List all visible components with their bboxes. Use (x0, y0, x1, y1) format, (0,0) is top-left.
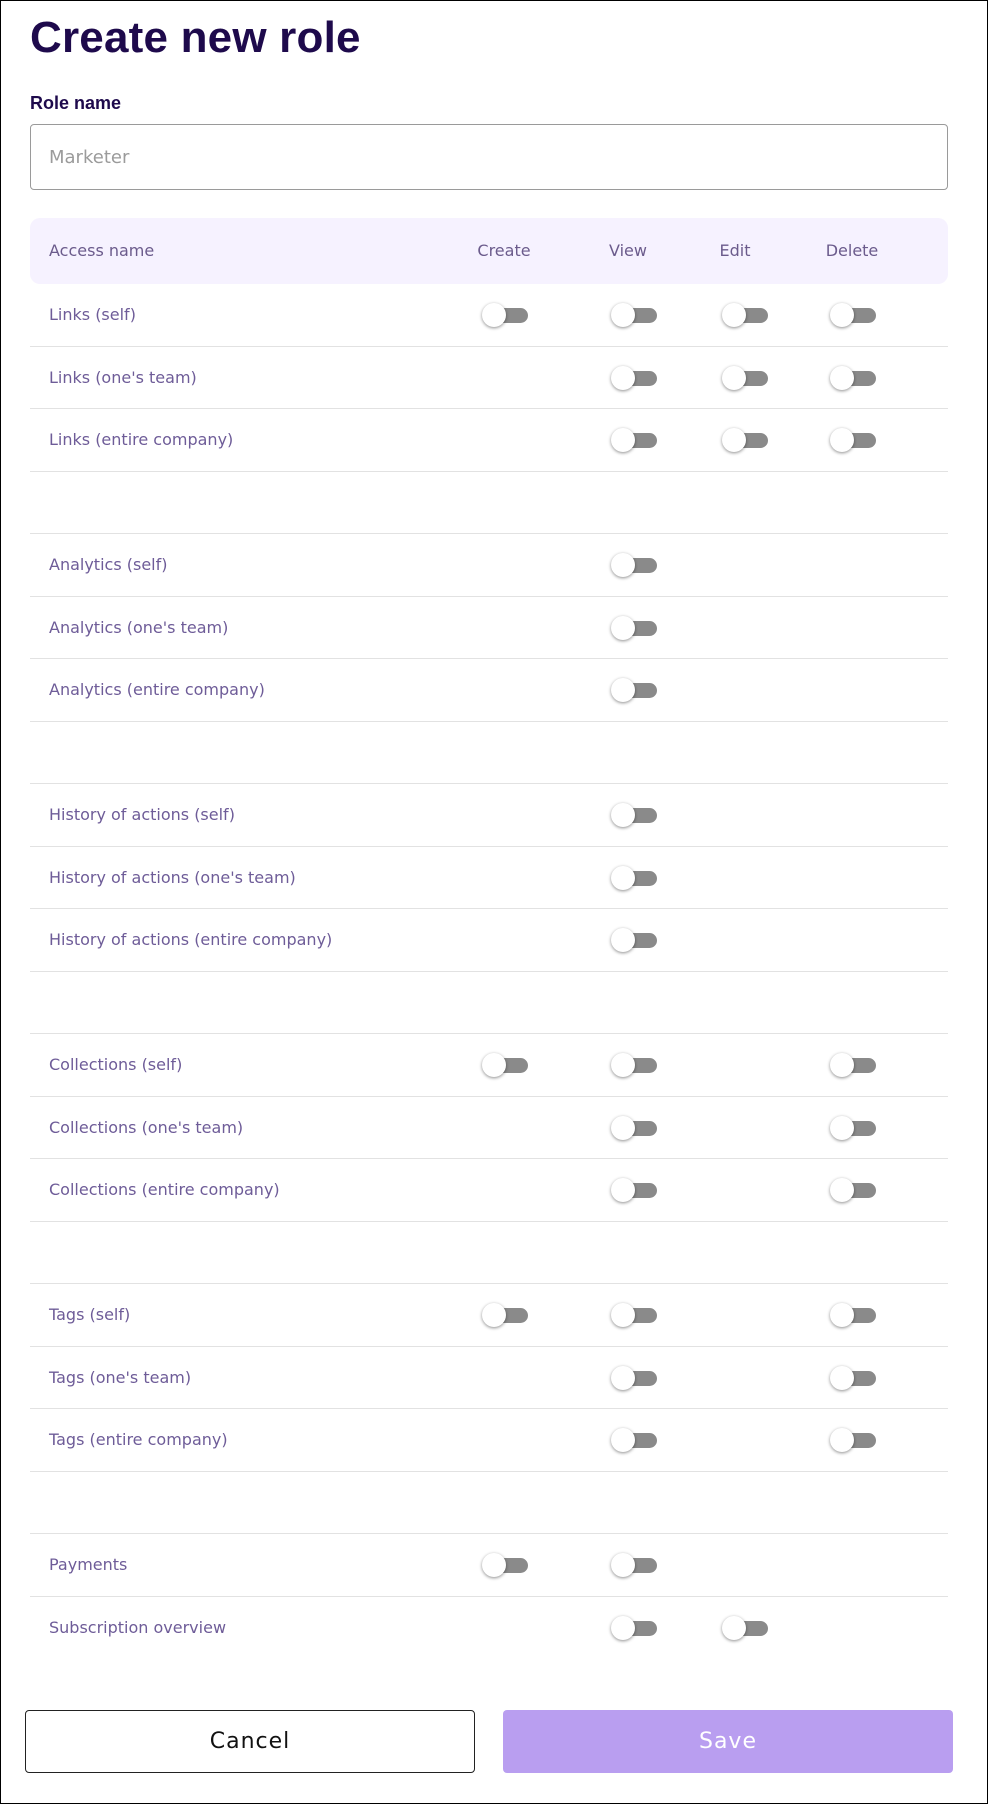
permission-row-label: Analytics (self) (49, 555, 168, 574)
toggle-view[interactable] (611, 618, 657, 638)
toggle-view[interactable] (611, 1368, 657, 1388)
toggle-knob (611, 1553, 635, 1577)
toggle-knob (830, 1116, 854, 1140)
toggle-knob (482, 1053, 506, 1077)
toggle-view[interactable] (611, 1180, 657, 1200)
role-name-label: Role name (30, 93, 122, 113)
toggle-knob (611, 616, 635, 640)
save-button[interactable]: Save (503, 1710, 953, 1773)
toggle-knob (611, 1616, 635, 1640)
toggle-knob (830, 428, 854, 452)
toggle-knob (482, 1303, 506, 1327)
toggle-delete[interactable] (830, 368, 876, 388)
column-header-view: View (609, 241, 647, 260)
toggle-view[interactable] (611, 305, 657, 325)
permission-row (30, 847, 948, 910)
toggle-knob (611, 1178, 635, 1202)
permission-row-label: Tags (self) (49, 1305, 131, 1324)
toggle-knob (830, 1178, 854, 1202)
toggle-view[interactable] (611, 1430, 657, 1450)
permission-row (30, 409, 948, 472)
toggle-knob (830, 366, 854, 390)
toggle-view[interactable] (611, 805, 657, 825)
toggle-knob (611, 866, 635, 890)
toggle-view[interactable] (611, 868, 657, 888)
toggle-knob (830, 1303, 854, 1327)
toggle-delete[interactable] (830, 1368, 876, 1388)
toggle-delete[interactable] (830, 1430, 876, 1450)
permission-row (30, 1534, 948, 1597)
section-spacer (30, 472, 948, 535)
permission-row (30, 1034, 948, 1097)
toggle-delete[interactable] (830, 1180, 876, 1200)
toggle-knob (611, 803, 635, 827)
toggle-knob (830, 303, 854, 327)
toggle-view[interactable] (611, 1618, 657, 1638)
toggle-knob (722, 303, 746, 327)
permission-row (30, 909, 948, 972)
permission-row-label: Tags (entire company) (49, 1430, 228, 1449)
permission-row (30, 1409, 948, 1472)
toggle-delete[interactable] (830, 305, 876, 325)
toggle-knob (830, 1053, 854, 1077)
toggle-create[interactable] (482, 1555, 528, 1575)
permission-row-label: Analytics (entire company) (49, 680, 265, 699)
permission-row-label: Collections (one's team) (49, 1117, 244, 1137)
column-header-access-name: Access name (49, 241, 155, 260)
page-title: Create new role (30, 13, 361, 62)
permission-row-label: Analytics (one's team) (49, 617, 229, 637)
toggle-view[interactable] (611, 930, 657, 950)
permission-row (30, 1347, 948, 1410)
toggle-knob (482, 1553, 506, 1577)
column-header-create: Create (477, 241, 531, 260)
toggle-view[interactable] (611, 1055, 657, 1075)
toggle-knob (611, 678, 635, 702)
toggle-edit[interactable] (722, 430, 768, 450)
toggle-view[interactable] (611, 1555, 657, 1575)
toggle-view[interactable] (611, 680, 657, 700)
permission-row-label: Payments (49, 1555, 128, 1574)
permission-row (30, 1597, 948, 1660)
toggle-knob (830, 1366, 854, 1390)
permission-row-label: History of actions (one's team) (49, 867, 296, 887)
toggle-view[interactable] (611, 368, 657, 388)
toggle-edit[interactable] (722, 1618, 768, 1638)
toggle-delete[interactable] (830, 1118, 876, 1138)
permission-row-label: Subscription overview (49, 1617, 227, 1637)
toggle-view[interactable] (611, 1305, 657, 1325)
role-name-input[interactable] (30, 124, 948, 190)
permission-row (30, 534, 948, 597)
section-spacer (30, 1222, 948, 1285)
permission-row (30, 597, 948, 660)
toggle-knob (722, 1616, 746, 1640)
section-spacer (30, 722, 948, 785)
toggle-delete[interactable] (830, 1055, 876, 1075)
toggle-knob (611, 1428, 635, 1452)
toggle-knob (482, 303, 506, 327)
toggle-knob (830, 1428, 854, 1452)
toggle-knob (611, 1303, 635, 1327)
permission-row-label: Links (one's team) (49, 367, 197, 387)
toggle-knob (611, 1053, 635, 1077)
column-header-delete: Delete (825, 241, 879, 260)
permission-row (30, 1159, 948, 1222)
toggle-edit[interactable] (722, 368, 768, 388)
permissions-table-header (30, 218, 948, 284)
toggle-view[interactable] (611, 555, 657, 575)
toggle-knob (611, 428, 635, 452)
toggle-knob (611, 553, 635, 577)
toggle-knob (611, 1116, 635, 1140)
toggle-knob (611, 366, 635, 390)
permission-row-label: Links (self) (49, 305, 136, 324)
toggle-delete[interactable] (830, 1305, 876, 1325)
permission-row-label: Tags (one's team) (49, 1367, 192, 1387)
permission-row (30, 659, 948, 722)
section-spacer (30, 1472, 948, 1535)
toggle-view[interactable] (611, 430, 657, 450)
toggle-knob (611, 928, 635, 952)
toggle-view[interactable] (611, 1118, 657, 1138)
permission-row (30, 784, 948, 847)
permission-row (30, 284, 948, 347)
cancel-button[interactable]: Cancel (25, 1710, 475, 1773)
permission-row-label: History of actions (self) (49, 805, 235, 824)
toggle-knob (722, 428, 746, 452)
toggle-knob (611, 1366, 635, 1390)
toggle-delete[interactable] (830, 430, 876, 450)
column-header-edit: Edit (719, 241, 751, 260)
permission-row-label: Links (entire company) (49, 430, 234, 449)
toggle-create[interactable] (482, 1055, 528, 1075)
toggle-knob (611, 303, 635, 327)
permissions-table-body (30, 284, 948, 1659)
toggle-knob (722, 366, 746, 390)
permission-row-label: History of actions (entire company) (49, 930, 333, 949)
section-spacer (30, 972, 948, 1035)
toggle-create[interactable] (482, 305, 528, 325)
toggle-create[interactable] (482, 1305, 528, 1325)
permission-row-label: Collections (entire company) (49, 1180, 280, 1199)
permission-row (30, 1097, 948, 1160)
permission-row-label: Collections (self) (49, 1055, 183, 1074)
permission-row (30, 1284, 948, 1347)
toggle-edit[interactable] (722, 305, 768, 325)
permission-row (30, 347, 948, 410)
